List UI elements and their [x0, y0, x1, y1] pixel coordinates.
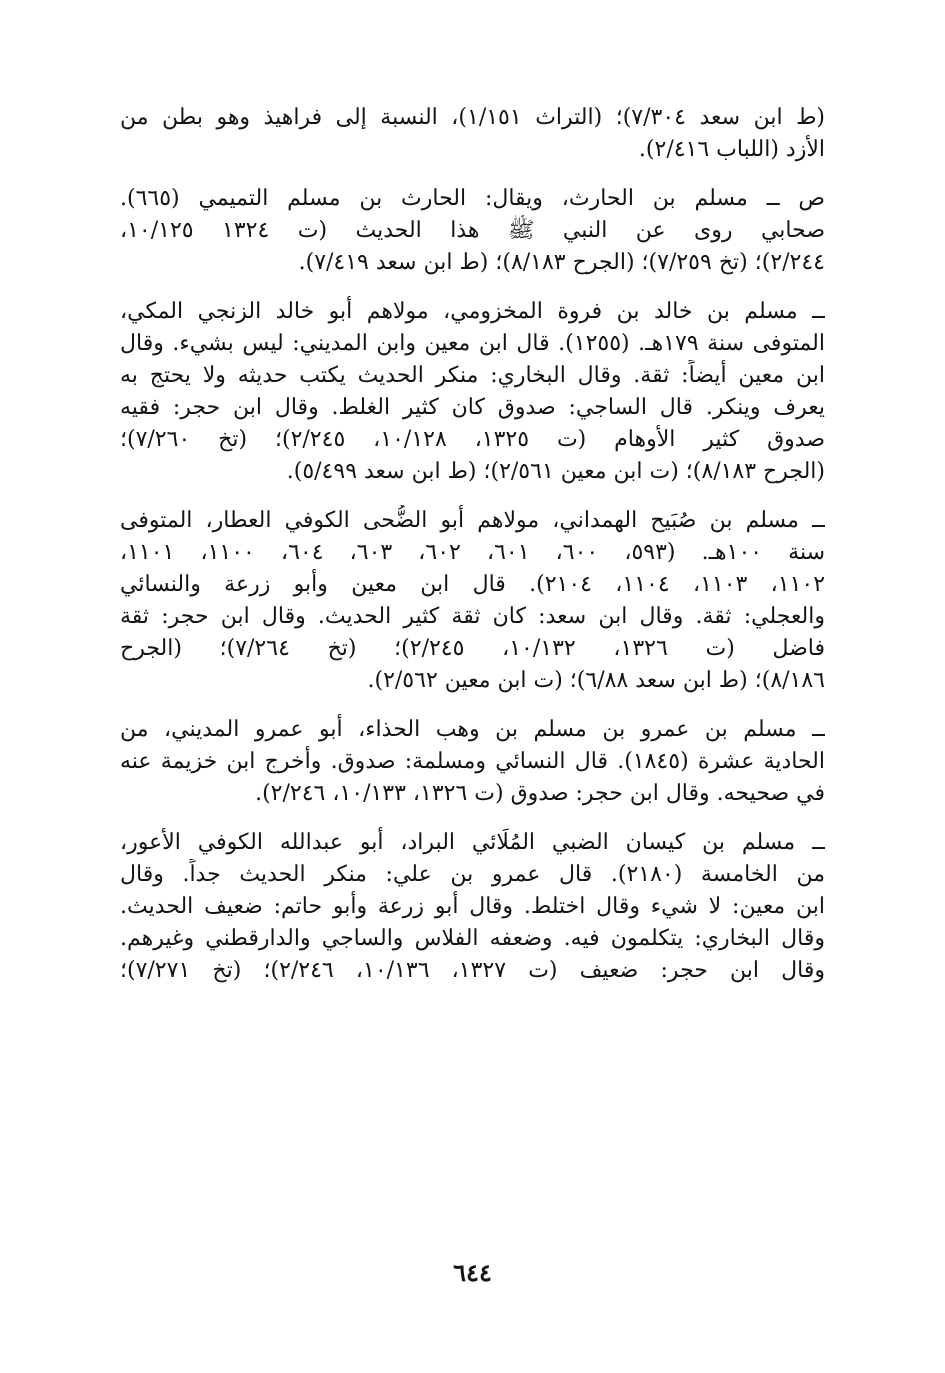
text-line: ص ــ مسلم بن الحارث، ويقال: الحارث بن مسلم التميمي (٦٦٥). [120, 186, 825, 211]
entry-muslim-ibn-al-harith [120, 183, 825, 279]
text-line: سنة ١٠٠هـ. (٥٩٣، ٦٠٠، ٦٠١، ٦٠٢، ٦٠٣، ٦٠٤، ١١٠٠، ١١٠١، [120, 540, 825, 565]
page-number: ٦٤٤ [453, 1258, 492, 1287]
text-line: ابن معين: لا شيء وقال اختلط. وقال أبو زرعة وأبو حاتم: ضعيف الحديث. [120, 894, 825, 919]
text-line: ــ مسلم بن صُبَيح الهمداني، مولاهم أبو الضُّحى الكوفي العطار، المتوفى [120, 508, 825, 533]
text-line: المتوفى سنة ١٧٩هـ. (١٢٥٥). قال ابن معين وابن المديني: ليس بشيء. وقال [120, 331, 825, 356]
text-line: وقال ابن حجر: ضعيف (ت ١٣٢٧، ١٠/١٣٦، ٢/٢٤٦)؛ (تخ ٧/٢٧١)؛ [120, 958, 825, 983]
text-line: والعجلي: ثقة. وقال ابن سعد: كان ثقة كثير الحديث. وقال ابن حجر: ثقة [120, 604, 825, 629]
entry-muslim-ibn-amr [120, 714, 825, 810]
text-line: ٨/١٨٦)؛ (ط ابن سعد ٦/٨٨)؛ (ت ابن معين ٢/٥٦٢). [367, 668, 825, 693]
entry-muslim-ibn-subayh [120, 505, 825, 697]
text-line: في صحيحه. وقال ابن حجر: صدوق (ت ١٣٢٦، ١٠/١٣٣، ٢/٢٤٦). [255, 781, 825, 806]
text-line: ــ مسلم بن عمرو بن مسلم بن وهب الحذاء، أبو عمرو المديني، من [120, 717, 825, 742]
text-line: ١١٠٢، ١١٠٣، ١١٠٤، ٢١٠٤). قال ابن معين وأبو زرعة والنسائي [120, 572, 825, 597]
text-line: ابن معين أيضاً: ثقة. وقال البخاري: منكر الحديث يكتب حديثه ولا يحتج به [120, 363, 825, 388]
text-line: من الخامسة (٢١٨٠). قال عمرو بن علي: منكر الحديث جداً. وقال [120, 862, 825, 887]
text-line: (ط ابن سعد ٧/٣٠٤)؛ (التراث ١/١٥١)، النسبة إلى فراهيذ وهو بطن من [120, 105, 825, 130]
text-line: صدوق كثير الأوهام (ت ١٣٢٥، ١٠/١٢٨، ٢/٢٤٥)؛ (تخ ٧/٢٦٠)؛ [120, 427, 825, 452]
text-line: وقال البخاري: يتكلمون فيه. وضعفه الفلاس والساجي والدارقطني وغيرهم. [120, 926, 825, 951]
text-line: الحادية عشرة (١٨٤٥). قال النسائي ومسلمة: صدوق. وأخرج ابن خزيمة عنه [120, 749, 825, 774]
text-line: ــ مسلم بن خالد بن فروة المخزومي، مولاهم أبو خالد الزنجي المكي، [120, 299, 825, 324]
page-body [120, 102, 825, 1004]
text-line: ــ مسلم بن كيسان الضبي المُلَائي البراد، أبو عبدالله الكوفي الأعور، [120, 830, 825, 855]
entry-continuation [120, 102, 825, 166]
text-line: صحابي روى عن النبي ﷺ هذا الحديث (ت ١٣٢٤ ١٠/١٢٥، [120, 218, 825, 243]
text-line: فاضل (ت ١٣٢٦، ١٠/١٣٢، ٢/٢٤٥)؛ (تخ ٧/٢٦٤)؛ (الجرح [120, 636, 825, 661]
entry-muslim-ibn-kaysan [120, 827, 825, 987]
text-line: يعرف وينكر. قال الساجي: صدوق كان كثير الغلط. وقال ابن حجر: فقيه [120, 395, 825, 420]
entry-muslim-ibn-khalid [120, 296, 825, 488]
text-line: (الجرح ٨/١٨٣)؛ (ت ابن معين ٢/٥٦١)؛ (ط ابن سعد ٥/٤٩٩). [286, 459, 825, 484]
text-line: ٢/٢٤٤)؛ (تخ ٧/٢٥٩)؛ (الجرح ٨/١٨٣)؛ (ط ابن سعد ٧/٤١٩). [298, 250, 825, 275]
text-line: الأزد (اللباب ٢/٤١٦). [638, 137, 825, 162]
